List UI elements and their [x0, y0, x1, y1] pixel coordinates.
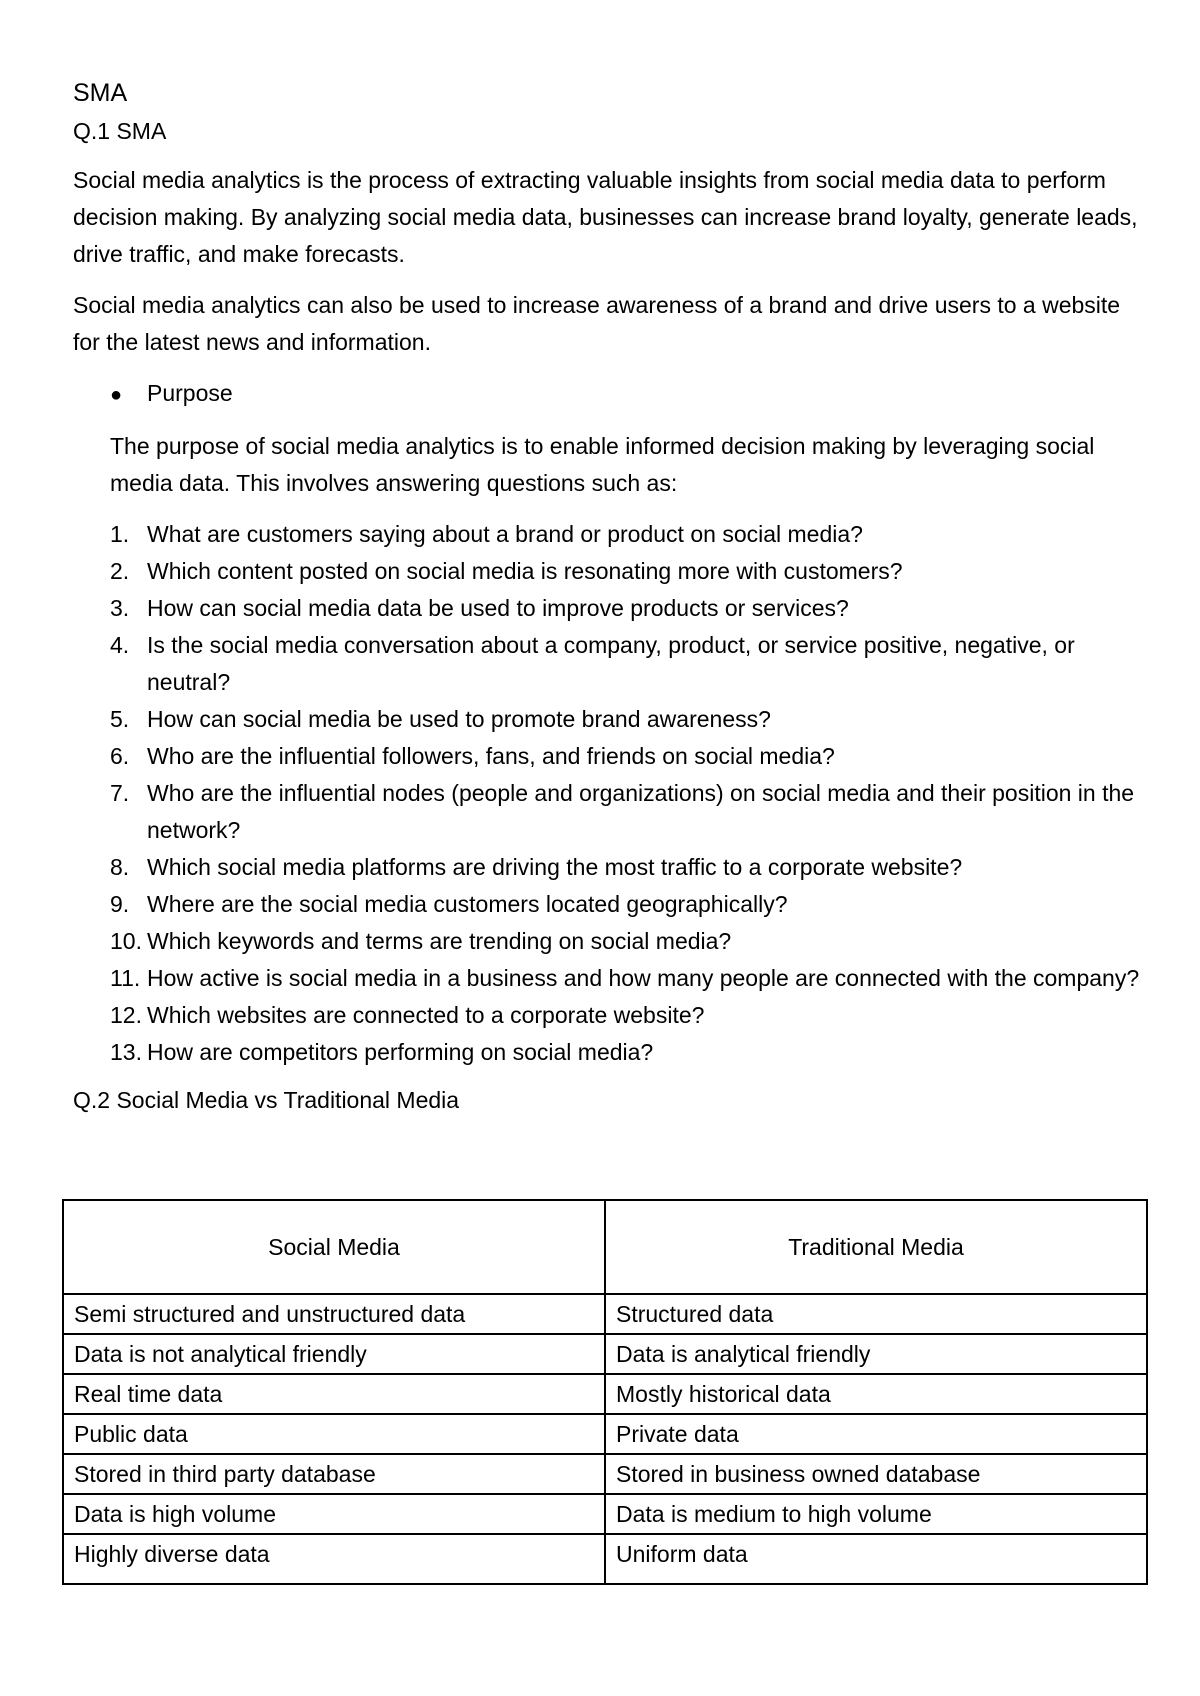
list-item — [110, 627, 1153, 701]
column-header-traditional-media: Traditional Media — [605, 1200, 1147, 1294]
table-header-row — [63, 1200, 1147, 1294]
q1-paragraph-2: Social media analytics can also be used to increase awareness of a brand and drive users to a website for the latest news and information. — [73, 292, 1121, 355]
document-title: SMA — [73, 79, 128, 107]
list-number: 6. — [110, 743, 130, 769]
list-item — [110, 923, 1153, 960]
column-header-social-media: Social Media — [63, 1200, 605, 1294]
list-text: Which content posted on social media is resonating more with customers? — [147, 558, 903, 584]
table-row — [63, 1374, 1147, 1414]
list-text: Who are the influential nodes (people and organizations) on social media and their position in the network? — [147, 780, 1135, 843]
table-cell: Semi structured and unstructured data — [63, 1294, 605, 1334]
table-cell: Data is high volume — [63, 1494, 605, 1534]
list-text: Is the social media conversation about a company, product, or service positive, negative, or neutral? — [147, 632, 1075, 695]
list-number: 11. — [110, 965, 141, 991]
table-cell: Data is medium to high volume — [605, 1494, 1147, 1534]
table-cell: Public data — [63, 1414, 605, 1454]
q1-paragraph-1: Social media analytics is the process of extracting valuable insights from social media data to perform decision making. By analyzing social media data, businesses can increase brand loyalty, generate leads, drive traffic, and make forecasts. — [73, 167, 1138, 267]
list-text: Which websites are connected to a corporate website? — [147, 1002, 705, 1028]
list-text: What are customers saying about a brand or product on social media? — [147, 521, 863, 547]
list-item — [110, 1034, 1153, 1071]
list-item — [110, 738, 1153, 775]
table-row — [63, 1414, 1147, 1454]
table-cell: Real time data — [63, 1374, 605, 1414]
table-cell: Stored in third party database — [63, 1454, 605, 1494]
list-item — [110, 553, 1153, 590]
list-number: 3. — [110, 595, 130, 621]
table-cell: Mostly historical data — [605, 1374, 1147, 1414]
list-text: Where are the social media customers located geographically? — [147, 891, 788, 917]
list-item — [110, 960, 1153, 997]
list-number: 2. — [110, 558, 130, 584]
purpose-bullet-label: Purpose — [147, 380, 233, 406]
list-number: 12. — [110, 1002, 142, 1028]
list-text: Who are the influential followers, fans, and friends on social media? — [147, 743, 835, 769]
list-number: 8. — [110, 854, 130, 880]
list-item — [110, 590, 1153, 627]
list-number: 13. — [110, 1039, 142, 1065]
list-item — [110, 849, 1153, 886]
table-cell: Data is not analytical friendly — [63, 1334, 605, 1374]
table-cell: Structured data — [605, 1294, 1147, 1334]
purpose-paragraph: The purpose of social media analytics is to enable informed decision making by leveraging social media data. This involves answering questions such as: — [110, 433, 1095, 496]
list-item — [110, 775, 1153, 849]
list-number: 5. — [110, 706, 130, 732]
list-number: 9. — [110, 891, 130, 917]
list-text: How can social media data be used to improve products or services? — [147, 595, 849, 621]
list-text: Which social media platforms are driving the most traffic to a corporate website? — [147, 854, 963, 880]
list-number: 10. — [110, 928, 142, 954]
list-text: How active is social media in a business and how many people are connected with the company? — [147, 965, 1140, 991]
table-cell: Uniform data — [605, 1534, 1147, 1584]
table-cell: Data is analytical friendly — [605, 1334, 1147, 1374]
list-text: How can social media be used to promote brand awareness? — [147, 706, 771, 732]
table-row — [63, 1534, 1147, 1584]
list-text: Which keywords and terms are trending on social media? — [147, 928, 732, 954]
list-item — [110, 516, 1153, 553]
questions-list — [110, 516, 1153, 1071]
bullet-icon: ● — [110, 384, 123, 406]
list-item — [110, 701, 1153, 738]
comparison-table — [62, 1199, 1148, 1585]
table-cell: Stored in business owned database — [605, 1454, 1147, 1494]
table-cell: Private data — [605, 1414, 1147, 1454]
list-text: How are competitors performing on social media? — [147, 1039, 654, 1065]
purpose-bullet — [110, 375, 1153, 414]
list-item — [110, 997, 1153, 1034]
table-row — [63, 1294, 1147, 1334]
table-row — [63, 1334, 1147, 1374]
list-number: 7. — [110, 780, 130, 806]
q1-heading: Q.1 SMA — [73, 118, 167, 144]
table-row — [63, 1494, 1147, 1534]
q2-heading: Q.2 Social Media vs Traditional Media — [73, 1087, 460, 1113]
table-row — [63, 1454, 1147, 1494]
list-item — [110, 886, 1153, 923]
table-cell: Highly diverse data — [63, 1534, 605, 1584]
list-number: 1. — [110, 521, 130, 547]
list-number: 4. — [110, 632, 130, 658]
document-page — [73, 78, 1153, 1133]
